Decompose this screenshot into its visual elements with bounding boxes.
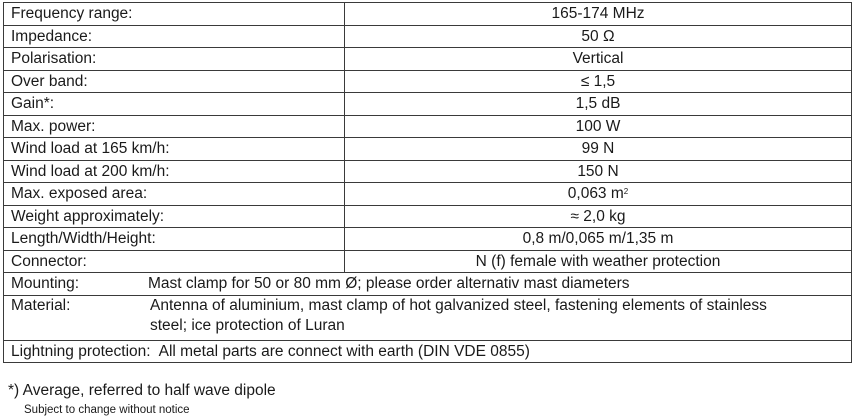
lightning-cell [4, 340, 852, 363]
mounting-cell [4, 273, 852, 296]
lightning-label: Lightning protection: [11, 342, 151, 360]
table-row [4, 25, 852, 48]
spec-label: Length/Width/Height: [4, 228, 345, 251]
spec-label: Gain*: [4, 93, 345, 116]
spec-value-cell [345, 138, 852, 161]
spec-value-cell [345, 25, 852, 48]
spec-label: Connector: [4, 250, 345, 273]
mounting-label: Mounting: [11, 275, 80, 293]
spec-label: Weight approximately: [4, 205, 345, 228]
table-row-mounting [4, 273, 852, 296]
spec-label: Max. power: [4, 115, 345, 138]
spec-value: ≤ 1,5 [580, 72, 616, 90]
spec-value-cell [345, 160, 852, 183]
table-row [4, 70, 852, 93]
mounting-value: Mast clamp for 50 or 80 mm Ø; please order alternativ mast diameters [148, 275, 630, 293]
spec-value-cell [345, 228, 852, 251]
spec-label: Max. exposed area: [4, 183, 345, 206]
change-notice: Subject to change without notice [24, 404, 190, 416]
table-row [4, 250, 852, 273]
table-row [4, 228, 852, 251]
material-cell [4, 295, 852, 340]
spec-value: 165-174 MHz [551, 5, 645, 23]
table-row [4, 115, 852, 138]
spec-wide-rows [4, 273, 852, 363]
spec-value-cell [345, 115, 852, 138]
spec-label: Frequency range: [4, 3, 345, 26]
table-row [4, 138, 852, 161]
table-row [4, 93, 852, 116]
specification-table [3, 2, 852, 363]
material-value: Antenna of aluminium, mast clamp of hot galvanized steel, fastening elements of stainless steel; ice protection of Luran [150, 296, 767, 334]
table-row [4, 183, 852, 206]
spec-value: 1,5 dB [575, 95, 621, 113]
spec-value-cell [345, 183, 852, 206]
table-row-lightning [4, 340, 852, 363]
spec-value: 150 N [577, 162, 619, 180]
spec-value-cell [345, 48, 852, 71]
table-row-material [4, 295, 852, 340]
spec-label: Polarisation: [4, 48, 345, 71]
spec-value-cell [345, 205, 852, 228]
spec-value: 0,063 m [567, 185, 624, 203]
material-label: Material: [11, 296, 71, 314]
spec-value: 99 N [581, 140, 615, 158]
unit-superscript: 2 [623, 187, 629, 197]
spec-rows [4, 3, 852, 273]
spec-value: N (f) female with weather protection [475, 252, 721, 270]
table-row [4, 205, 852, 228]
lightning-value: All metal parts are connect with earth (DIN VDE 0855) [158, 342, 530, 360]
spec-label: Wind load at 165 km/h: [4, 138, 345, 161]
spec-value: Vertical [572, 50, 624, 68]
spec-value: 50 Ω [581, 27, 615, 45]
table-row [4, 48, 852, 71]
spec-value-cell [345, 70, 852, 93]
spec-value-cell [345, 3, 852, 26]
spec-value: 0,8 m/0,065 m/1,35 m [522, 230, 674, 248]
spec-value: ≈ 2,0 kg [570, 207, 626, 225]
gain-footnote: *) Average, referred to half wave dipole [8, 382, 276, 399]
spec-label: Over band: [4, 70, 345, 93]
spec-value-cell [345, 93, 852, 116]
spec-value: 100 W [575, 117, 621, 135]
spec-value-cell [345, 250, 852, 273]
table-row [4, 3, 852, 26]
spec-label: Impedance: [4, 25, 345, 48]
spec-label: Wind load at 200 km/h: [4, 160, 345, 183]
table-row [4, 160, 852, 183]
